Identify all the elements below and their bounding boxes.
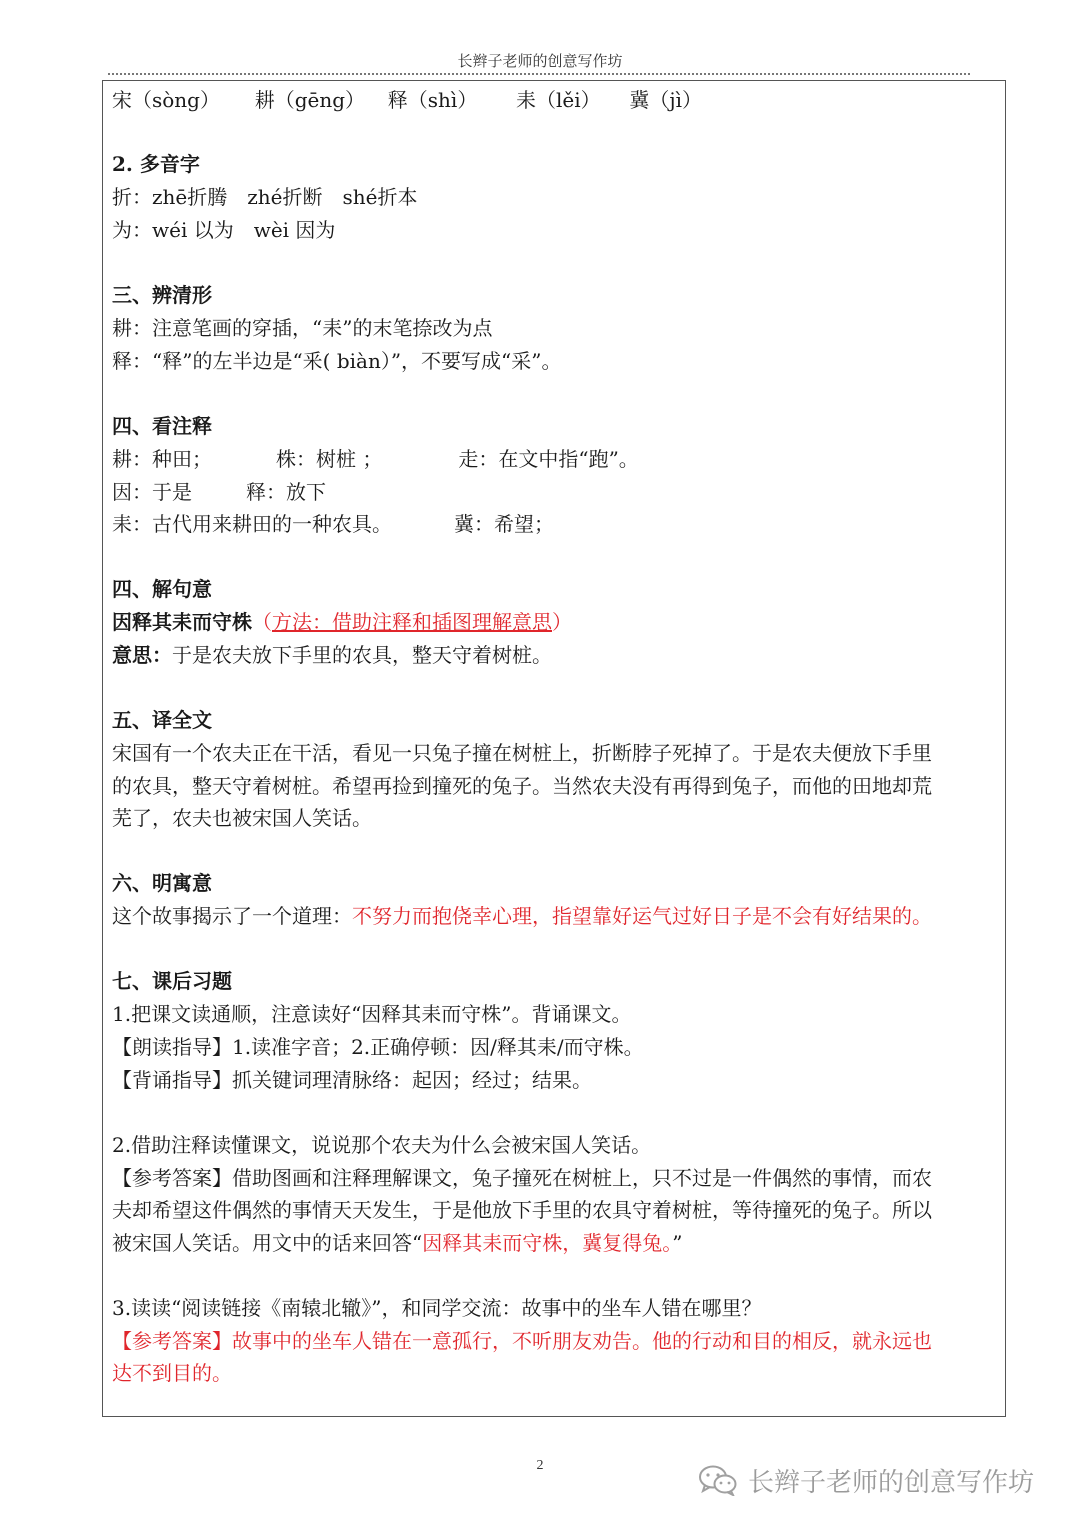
shape-line: 释：“释”的左半边是“釆( biàn）”，不要写成“采”。 bbox=[112, 349, 562, 373]
header-divider bbox=[108, 73, 970, 75]
answer-label: 【参考答案】 bbox=[112, 1329, 232, 1353]
section-heading-translation: 五、译全文 bbox=[112, 708, 212, 732]
translation-line: 宋国有一个农夫正在干活，看见一只兔子撞在树桩上，折断脖子死掉了。于是农夫便放下手里 bbox=[112, 741, 932, 765]
answer-2-line: 【参考答案】借助图画和注释理解课文，兔子撞死在树桩上，只不过是一件偶然的事情，而农 bbox=[112, 1166, 932, 1190]
moral-line: 这个故事揭示了一个道理：不努力而抱侥幸心理，指望靠好运气过好日子是不会有好结果的。 bbox=[112, 904, 932, 928]
question-2: 2.借助注释读懂课文，说说那个农夫为什么会被宋国人笑话。 bbox=[112, 1133, 652, 1157]
translation-line: 的农具，整天守着树桩。希望再捡到撞死的兔子。当然农夫没有再得到兔子，而他的田地却荒 bbox=[112, 774, 932, 798]
pinyin-item: 耕（gēng） bbox=[254, 88, 366, 112]
pinyin-row bbox=[112, 88, 702, 112]
pinyin-item: 冀（jì） bbox=[629, 88, 702, 112]
quoted-answer: 因释其耒而守株，冀复得兔。 bbox=[422, 1231, 673, 1255]
meaning-label: 意思： bbox=[112, 643, 172, 667]
notes-row bbox=[112, 480, 326, 504]
method-hint: 方法：借助注释和插图理解意思 bbox=[272, 610, 552, 634]
section-heading-shape: 三、辨清形 bbox=[112, 283, 212, 307]
question-1: 1.把课文读通顺，注意读好“因释其耒而守株”。背诵课文。 bbox=[112, 1002, 632, 1026]
notes-row bbox=[112, 447, 639, 471]
question-3: 3.读读“阅读链接《南辕北辙》”，和同学交流：故事中的坐车人错在哪里？ bbox=[112, 1296, 762, 1320]
section-heading-exercises: 七、课后习题 bbox=[112, 969, 232, 993]
answer-2-line: 被宋国人笑话。用文中的话来回答“因释其耒而守株，冀复得兔。” bbox=[112, 1231, 683, 1255]
notes-row bbox=[112, 512, 554, 536]
section-heading-polyphone: 2. 多音字 bbox=[112, 152, 200, 176]
moral-text: 不努力而抱侥幸心理，指望靠好运气过好日子是不会有好结果的。 bbox=[352, 904, 932, 928]
answer-3-line: 【参考答案】故事中的坐车人错在一意孤行，不听朋友劝告。他的行动和目的相反，就永远也 bbox=[112, 1329, 932, 1353]
note-item: 耒：古代用来耕田的一种农具。 bbox=[112, 512, 392, 536]
key-sentence-line: 因释其耒而守株（方法：借助注释和插图理解意思） bbox=[112, 610, 572, 634]
translation-line: 芜了，农夫也被宋国人笑话。 bbox=[112, 806, 372, 830]
recite-guide: 【背诵指导】抓关键词理清脉络：起因；经过；结果。 bbox=[112, 1068, 592, 1092]
polyphone-line: 为：wéi 以为 wèi 因为 bbox=[112, 218, 336, 242]
reading-guide: 【朗读指导】1.读准字音；2.正确停顿：因/释其耒/而守株。 bbox=[112, 1035, 644, 1059]
section-heading-sentence: 四、解句意 bbox=[112, 577, 212, 601]
key-sentence: 因释其耒而守株 bbox=[112, 610, 252, 634]
meaning-text: 于是农夫放下手里的农具，整天守着树桩。 bbox=[172, 643, 552, 667]
note-item: 株：树桩 ； bbox=[276, 447, 383, 471]
note-item: 冀：希望； bbox=[454, 512, 554, 536]
section-heading-notes: 四、看注释 bbox=[112, 414, 212, 438]
meaning-line bbox=[112, 643, 552, 667]
answer-3-line: 达不到目的。 bbox=[112, 1361, 232, 1385]
pinyin-item: 宋（sòng） bbox=[112, 88, 220, 112]
polyphone-line: 折：zhē折腾 zhé折断 shé折本 bbox=[112, 185, 418, 209]
note-item: 释：放下 bbox=[246, 480, 326, 504]
section-heading-moral: 六、明寓意 bbox=[112, 871, 212, 895]
page-header-title: 长辫子老师的创意写作坊 bbox=[457, 52, 623, 70]
shape-line: 耕：注意笔画的穿插，“耒”的末笔捺改为点 bbox=[112, 316, 493, 340]
note-item: 耕：种田； bbox=[112, 447, 212, 471]
watermark bbox=[698, 1460, 1034, 1500]
note-item: 因：于是 bbox=[112, 480, 192, 504]
pinyin-item: 耒（lěi） bbox=[516, 88, 601, 112]
note-item: 走：在文中指“跑”。 bbox=[458, 447, 639, 471]
page-number: 2 bbox=[536, 1458, 544, 1473]
pinyin-item: 释（shì） bbox=[387, 88, 478, 112]
wechat-icon bbox=[698, 1464, 738, 1496]
watermark-text: 长辫子老师的创意写作坊 bbox=[748, 1467, 1035, 1498]
answer-2-line: 夫却希望这件偶然的事情天天发生，于是他放下手里的农具守着树桩，等待撞死的兔子。所以 bbox=[112, 1198, 932, 1222]
